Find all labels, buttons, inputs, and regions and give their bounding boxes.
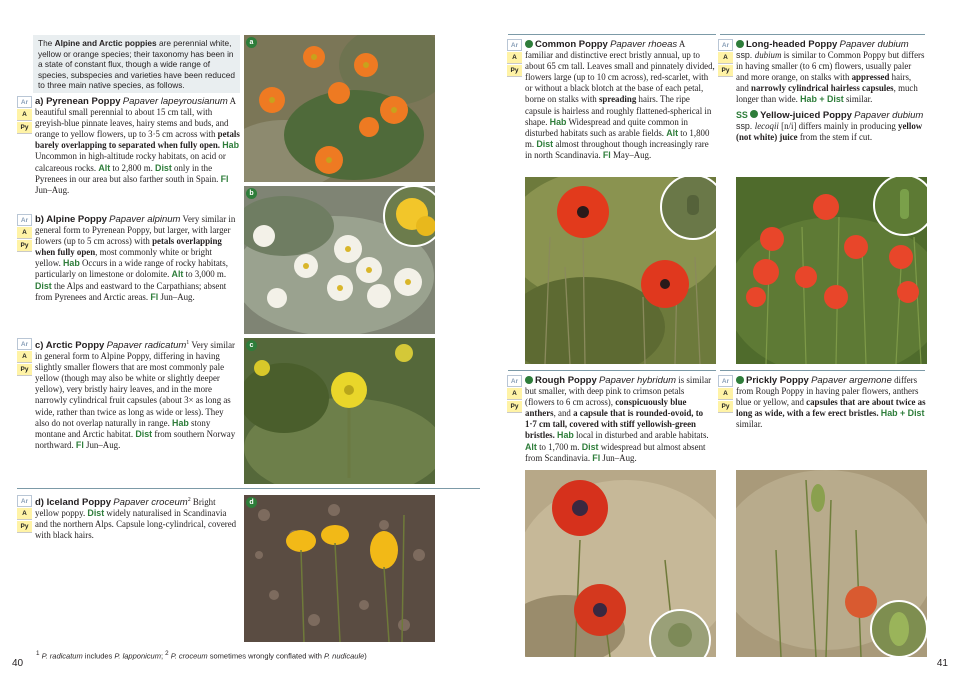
species-rough-text	[525, 375, 715, 464]
tag-dist: Dist	[536, 138, 554, 149]
species-longheaded-bold1: appressed	[851, 72, 890, 83]
species-prickly-bold: capsules that are about twice as long as wide, with a few erect bristles.	[736, 397, 926, 419]
species-common-name: Common Poppy	[535, 39, 608, 50]
photo-alpine-poppy	[244, 186, 435, 334]
tag-dist: Dist	[135, 428, 153, 439]
badge-py: Py	[17, 521, 32, 533]
badge-a: A	[507, 388, 522, 400]
species-yellowjuiced-name: Yellow-juiced Poppy	[760, 109, 852, 121]
footnote-t4: ;	[160, 651, 166, 661]
species-a-desc: A beautiful small perennial to about 15 cm tall, with greyish-blue pinnate leaves, hairy stems and buds, and orange to yellow flowers, up to 3·5 cm across with	[35, 96, 236, 140]
badge-py: Py	[17, 240, 32, 252]
species-b-text	[35, 214, 240, 303]
tag-hab: Hab	[172, 417, 189, 428]
species-c-text	[35, 338, 240, 451]
species-prickly-text	[736, 375, 926, 430]
species-yellowjuiced-ssp-name: lecoqii	[754, 120, 779, 131]
intro-box	[33, 35, 240, 93]
footnote-t8: )	[364, 651, 367, 661]
tag-alt: Alt	[98, 162, 111, 173]
photo-long-headed-poppy	[736, 177, 927, 364]
badge-py: Py	[718, 65, 733, 77]
species-common-fl: May–Aug.	[610, 149, 652, 160]
photo-arctic-poppy	[244, 338, 435, 484]
footnote-t1: P. radicatum	[39, 651, 83, 661]
species-rough-hab: local in disturbed and arable habitats.	[573, 430, 709, 441]
section-divider	[17, 488, 480, 489]
badge-a: A	[718, 388, 733, 400]
species-b-desc2: , most commonly white or bright yellow.	[35, 247, 213, 269]
badge-a: A	[507, 52, 522, 64]
species-a-name: a) Pyrenean Poppy	[35, 96, 121, 107]
species-longheaded-text	[736, 39, 926, 143]
tag-hab: Hab	[63, 258, 80, 269]
photo-prickly-poppy-image	[736, 470, 927, 657]
photo-long-headed-poppy-image	[736, 177, 927, 364]
badge-py: Py	[507, 65, 522, 77]
tag-alt: Alt	[525, 441, 537, 452]
tag-hab: Hab	[222, 140, 239, 151]
species-longheaded-desc4: similar.	[843, 94, 873, 105]
species-common-alt: to 1,800 m.	[525, 127, 710, 149]
intro-text-bold: Alpine and Arctic poppies	[54, 38, 157, 48]
status-badges-d	[17, 495, 32, 534]
species-a-dist: only in the Pyrenees in our area but also farther south in Spain.	[35, 162, 219, 184]
status-badges-common	[507, 39, 522, 78]
tag-fl: Fl	[592, 452, 601, 463]
species-b-latin: Papaver alpinum	[109, 214, 181, 225]
photo-label-c: c	[246, 340, 257, 351]
species-b-hab: Occurs in a wide range of rocky habitats, particularly on limestone or dolomite.	[35, 258, 228, 280]
species-common-hab: Widespread and quite common in disturbed habitats such as arable fields.	[525, 116, 688, 138]
badge-ar: Ar	[17, 96, 32, 108]
tag-ss: SS	[736, 109, 748, 120]
badge-ar: Ar	[507, 375, 522, 387]
species-longheaded-latin: Papaver dubium	[839, 39, 909, 50]
species-a-text	[35, 96, 240, 196]
footnote-t2: includes	[82, 651, 115, 661]
species-common-dist: almost throughout though increasingly rare in north Scandinavia.	[525, 138, 709, 160]
species-longheaded-name: Long-headed Poppy	[746, 39, 838, 50]
photo-label-a: a	[246, 37, 257, 48]
badge-ar: Ar	[718, 375, 733, 387]
status-badges-a	[17, 96, 32, 135]
species-prickly-name: Prickly Poppy	[746, 375, 809, 386]
tag-fl: Fl	[220, 173, 229, 184]
footnote-t7: P. nudicaule	[323, 651, 365, 661]
native-dot-icon	[750, 110, 758, 118]
species-rough-dist: widespread but almost absent from Scandinavia.	[525, 441, 706, 463]
native-dot-icon	[525, 40, 533, 48]
tag-hab-dist: Hab + Dist	[880, 408, 925, 419]
intro-text-2: are perennial white, yellow or orange species; their taxonomy has been in a state of constant flux, though a wide range of species, subspecies and varieties have been reduced to three main native species, as follows.	[38, 38, 235, 91]
species-common-desc2: hairs. The ripe capsule is hairless and roughly flattened-spherical in shape.	[525, 94, 712, 127]
badge-a: A	[17, 109, 32, 121]
footnote-ref-1: 1	[186, 340, 190, 346]
footnote	[36, 650, 367, 661]
footnote-t3: P. lapponicum	[114, 651, 161, 661]
species-rough-bold2: a capsule that is rounded-ovoid, to 1·7 cm tall, covered with stiff yellowish-green bristles.	[525, 408, 704, 441]
tag-fl: Fl	[150, 291, 159, 302]
mid-rule-2	[720, 370, 925, 371]
tag-dist: Dist	[35, 280, 52, 291]
species-b-fl: Jun–Aug.	[158, 291, 195, 302]
species-b-desc-bold: petals overlapping when fully open	[35, 236, 222, 258]
status-badges-rough	[507, 375, 522, 414]
species-c-hab: stony montane and Arctic habitat.	[35, 417, 211, 439]
species-rough-latin: Papaver hybridum	[598, 375, 677, 386]
tag-alt: Alt	[666, 127, 679, 138]
native-dot-icon	[736, 376, 744, 384]
species-longheaded-bold2: narrowly cylindrical hairless capsules	[751, 83, 894, 94]
badge-ar: Ar	[17, 495, 32, 507]
badge-py: Py	[17, 364, 32, 376]
species-d-latin: Papaver croceum	[113, 496, 188, 508]
photo-common-poppy-image	[525, 177, 716, 364]
species-b-name: b) Alpine Poppy	[35, 214, 107, 225]
badge-ar: Ar	[507, 39, 522, 51]
status-badges-longheaded	[718, 39, 733, 78]
native-dot-icon	[736, 40, 744, 48]
photo-iceland-poppy-image	[244, 495, 435, 642]
page-number-right: 41	[936, 658, 948, 669]
footnote-sup-2: 2	[165, 650, 169, 657]
status-badges-b	[17, 214, 32, 253]
species-b-desc: Very similar in general form to Pyrenean Poppy, but larger, with larger flowers (up to 5 cm across) with	[35, 214, 236, 247]
tag-dist: Dist	[155, 162, 172, 173]
species-prickly-desc: differs from Rough Poppy in having paler flowers, anthers blue or yellow, and	[736, 375, 919, 408]
native-dot-icon	[525, 376, 533, 384]
species-yellowjuiced-latin: Papaver dubium	[854, 109, 924, 121]
photo-label-b: b	[246, 188, 257, 199]
photo-common-poppy	[525, 177, 716, 364]
species-c-fl: Jun–Aug.	[83, 439, 121, 450]
badge-ar: Ar	[17, 338, 32, 350]
species-c-latin: Papaver radicatum	[106, 339, 187, 351]
species-a-hab: Uncommon in high-altitude rocky habitats, on acid or calcareous rocks.	[35, 151, 226, 173]
top-rule-2	[720, 34, 925, 35]
species-d-dist: widely naturalised in Scandinavia and the northern Alps. Capsule long-cylindrical, covered with black hairs.	[35, 508, 237, 541]
species-rough-bold1: conspicuously blue anthers	[525, 397, 687, 419]
species-c-desc: Very similar in general form to Alpine Poppy, differing in having slightly smaller flowers that are most commonly pale yellow (though may also be white or slightly deeper yellow), very bristly hairy leaves, and in the more narrowly cylindrical fruit capsules (about 3× as long as wide, rather than twice as long as wide or less). They also do not overlap naturally in range.	[35, 339, 235, 428]
species-longheaded-ssp: ssp.	[736, 50, 755, 61]
photo-arctic-poppy-image	[244, 338, 435, 484]
tag-fl: Fl	[75, 439, 84, 450]
species-d-name: d) Iceland Poppy	[35, 496, 112, 508]
tag-hab: Hab	[557, 430, 574, 441]
species-prickly-desc2: similar.	[736, 419, 763, 430]
footnote-t5: P. croceum	[168, 651, 208, 661]
species-a-latin: Papaver lapeyrousianum	[122, 96, 228, 107]
species-d-text	[35, 495, 240, 541]
species-rough-name: Rough Poppy	[535, 375, 597, 386]
species-b-dist: the Alps and eastward to the Carpathians; absent from Pyrenees and Arctic areas.	[35, 280, 227, 302]
footnote-sup-1: 1	[36, 650, 40, 657]
photo-rough-poppy-image	[525, 470, 716, 657]
species-c-dist: from southern Norway northward.	[35, 428, 236, 450]
tag-hab: Hab	[549, 116, 567, 127]
tag-hab-dist: Hab + Dist	[800, 94, 844, 105]
species-rough-alt: to 1,700 m.	[536, 441, 580, 452]
species-longheaded-desc3: , much longer than wide.	[736, 83, 918, 105]
badge-ar: Ar	[718, 39, 733, 51]
footnote-t6: sometimes wrongly conflated with	[207, 651, 324, 661]
photo-alpine-poppy-image	[244, 186, 435, 334]
species-yellowjuiced-bold: yellow (not white) juice	[736, 120, 923, 142]
species-a-fl: Jun–Aug.	[35, 184, 70, 195]
species-d-desc: Bright yellow poppy.	[35, 496, 216, 519]
badge-py: Py	[507, 401, 522, 413]
page-number-left: 40	[12, 658, 24, 669]
badge-a: A	[17, 508, 32, 520]
species-rough-desc: is similar but smaller, with deep pink to crimson petals (flowers to 6 cm across),	[525, 375, 712, 408]
photo-iceland-poppy	[244, 495, 435, 642]
species-longheaded-ssp-name: dubium	[754, 50, 782, 61]
status-badges-c	[17, 338, 32, 377]
badge-a: A	[17, 351, 32, 363]
tag-dist: Dist	[581, 441, 599, 452]
species-common-text	[525, 39, 715, 161]
photo-label-d: d	[246, 497, 257, 508]
species-a-alt: to 2,800 m.	[110, 162, 153, 173]
photo-rough-poppy	[525, 470, 716, 657]
badge-py: Py	[718, 401, 733, 413]
species-longheaded-desc: is similar to Common Poppy but differs in having smaller (to 6 cm) flowers, usually paler and more orange, on stalks with	[736, 50, 925, 83]
species-prickly-latin: Papaver argemone	[811, 375, 892, 386]
species-b-alt: to 3,000 m.	[183, 269, 227, 280]
species-common-latin: Papaver rhoeas	[610, 39, 678, 50]
species-longheaded-desc2: hairs, and	[736, 72, 912, 94]
species-rough-fl: Jun–Aug.	[600, 452, 637, 463]
intro-text-1: The	[38, 38, 55, 48]
tag-fl: Fl	[602, 149, 611, 160]
species-common-desc: A familiar and distinctive erect bristly annual, up to about 65 cm tall. Leaves small and pinnately divided, flowers large (up to 10 cm across), red-scarlet, with or without a black blotch at the base of each petal, borne on stalks with	[525, 39, 715, 105]
top-rule-1	[508, 34, 716, 35]
species-c-name: c) Arctic Poppy	[35, 339, 105, 351]
species-yellowjuiced-desc: [n/i] differs mainly in producing	[778, 120, 899, 131]
badge-a: A	[718, 52, 733, 64]
badge-a: A	[17, 227, 32, 239]
badge-py: Py	[17, 122, 32, 134]
tag-dist: Dist	[87, 508, 105, 519]
species-yellowjuiced-desc2: from the stem if cut.	[797, 131, 873, 142]
photo-pyrenean-poppy	[244, 35, 435, 182]
mid-rule-1	[508, 370, 716, 371]
species-rough-desc2: , and	[553, 408, 574, 419]
photo-pyrenean-poppy-image	[244, 35, 435, 182]
tag-alt: Alt	[171, 269, 184, 280]
status-badges-prickly	[718, 375, 733, 414]
species-yellowjuiced-ssp: ssp.	[736, 120, 755, 131]
badge-ar: Ar	[17, 214, 32, 226]
footnote-ref-2: 2	[187, 497, 191, 503]
species-a-desc-bold: petals barely overlapping to separated when fully open.	[35, 129, 240, 151]
species-common-desc-bold: spreading	[598, 94, 637, 105]
photo-prickly-poppy	[736, 470, 927, 657]
